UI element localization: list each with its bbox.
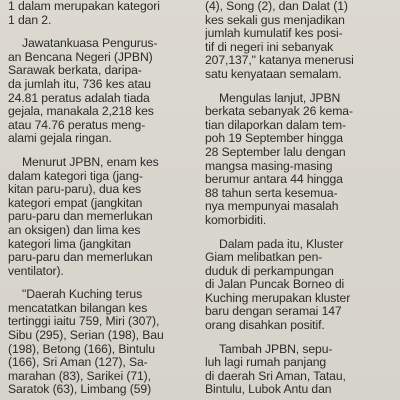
text-line: mangsa masing-masing [205, 158, 333, 173]
text-line: (4), Song (2), dan Dalat (1) [205, 0, 348, 13]
text-line: nya mempunyai masalah [205, 199, 339, 214]
left-column-paragraph [8, 156, 198, 278]
text-line: da jumlah itu, 736 kes atau [8, 76, 151, 91]
text-line: dalam kategori tiga (jang- [8, 168, 143, 183]
right-column-paragraph [205, 0, 395, 82]
left-column [8, 0, 198, 400]
text-line: kategori lima (jangkitan [8, 236, 131, 251]
text-line: paru-paru dan memerlukan [8, 250, 153, 265]
text-line: atau 74.76 peratus meng- [8, 117, 146, 132]
text-line: kitan paru-paru), dua kes [8, 182, 141, 197]
right-column-paragraph [205, 343, 395, 397]
text-line: berumur antara 44 hingga [205, 172, 343, 187]
text-line: ventilator). [8, 263, 64, 278]
text-line: alami gejala ringan. [8, 131, 112, 146]
left-column-paragraph [8, 0, 198, 27]
text-line: berkata sebanyak 26 kema- [205, 104, 353, 119]
text-line: 207,137," katanya menerusi [205, 53, 354, 68]
text-line: tian dilaporkan dalam tem- [205, 117, 347, 132]
text-line: satu kenyataan semalam. [205, 66, 342, 81]
text-line: di Jalan Puncak Borneo di [205, 277, 345, 292]
text-line: gejala, manakala 2,218 kes [8, 104, 154, 119]
text-line: Mengulas lanjut, JPBN [219, 90, 341, 105]
text-line: 1 dalam merupakan kategori [8, 0, 160, 13]
text-line: poh 19 September hingga [205, 131, 343, 146]
text-line: (198), Betong (166), Bintulu [8, 341, 155, 356]
text-line: tertinggi iaitu 759, Miri (307), [8, 314, 160, 329]
text-line: Giam melibatkan pen- [205, 250, 323, 265]
text-line: 28 September lalu dengan [205, 144, 346, 159]
text-line: 1 dan 2. [8, 12, 52, 27]
text-line: Sibu (295), Serian (198), Bau [8, 328, 164, 343]
text-line: Bintulu, Lubok Antu dan [205, 382, 332, 397]
text-line: tif di negeri ini sebanyak [205, 39, 334, 54]
text-line: baru dengan seramai 147 [205, 304, 342, 319]
text-line: Tambah JPBN, sepu- [219, 341, 333, 356]
text-line: paru-paru dan memerlukan [8, 209, 153, 224]
text-line: 88 tahun serta kesemua- [205, 185, 338, 200]
text-line: Menurut JPBN, enam kes [22, 154, 159, 169]
text-line: Saratok (63), Limbang (59) [8, 382, 152, 397]
right-column-paragraph [205, 92, 395, 228]
right-column [205, 0, 395, 400]
text-line: an Bencana Negeri (JPBN) [8, 49, 153, 64]
left-column-paragraph [8, 288, 198, 397]
text-line: an oksigen) dan lima kes [8, 222, 141, 237]
text-line: duduk di perkampungan [205, 263, 334, 278]
text-line: marahan (83), Sarikei (71), [8, 368, 151, 383]
text-line: komorbiditi. [205, 212, 267, 227]
text-line: orang disahkan positif. [205, 318, 325, 333]
paragraph-gap [205, 228, 395, 238]
text-line: 24.81 peratus adalah tiada [8, 90, 150, 105]
right-column-paragraph [205, 238, 395, 333]
text-line: Kuching merupakan kluster [205, 290, 351, 305]
text-line: Dalam pada itu, Kluster [219, 236, 344, 251]
left-column-paragraph [8, 37, 198, 146]
text-line: mencatatkan bilangan kes [8, 300, 148, 315]
text-line: (166), Sri Aman (127), Sa- [8, 355, 148, 370]
text-line: kategori empat (jangkitan [8, 195, 143, 210]
text-line: luh lagi rumah panjang [205, 355, 327, 370]
text-line: Jawatankuasa Pengurus- [22, 36, 158, 51]
text-line: jumlah kumulatif kes posi- [205, 26, 343, 41]
text-line: kes sekali gus menjadikan [205, 12, 345, 27]
text-line: Sarawak berkata, daripa- [8, 63, 142, 78]
text-line: di daerah Sri Aman, Tatau, [205, 368, 346, 383]
text-line: "Daerah Kuching terus [22, 287, 143, 302]
